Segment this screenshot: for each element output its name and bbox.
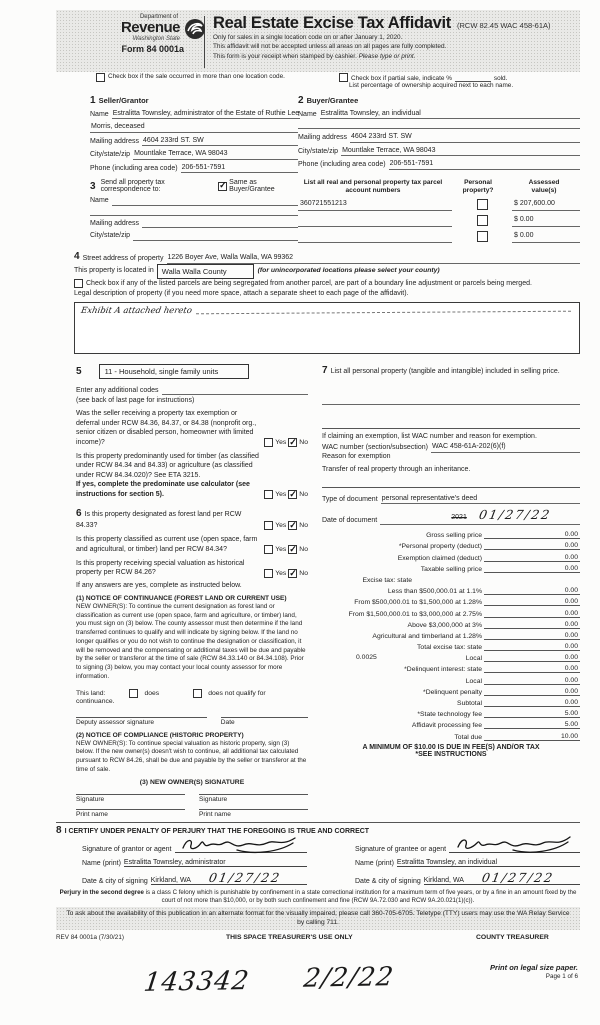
personal-property-checkbox[interactable] [477,231,488,242]
dept-of-label: Department of [139,14,178,20]
q1-no-checkbox[interactable] [288,438,297,447]
historical-question: Is this property receiving special valuation as historical property per RCW 84.26? [76,559,245,577]
notice-continuance-body: NEW OWNER(S): To continue the current designation as forest land or classification as current use (open space, farm and agriculture, or timber) land, you must sign on (3) below. The county assessor must then determine if the land transferred continues to qualify and will indicate by signing below. If the land no longer qualifies or you do not wish to continue the designation or classification, it will be removed and the compensating or additional taxes will be due and payable by the seller or transferor at the time of sale (RCW 84.33.140 or 84.34.108). Prior to signing (3) below, you may contact your local county assessor for more information. [76,602,306,680]
grantee-date-city-field[interactable]: Kirkland, WA 01/27/22 [424,871,580,885]
notice-continuance-heading: (1) NOTICE OF CONTINUANCE (FOREST LAND OR CURRENT USE) [76,594,287,602]
treasurer-stamp-area [56,955,580,1025]
certify-statement: I CERTIFY UNDER PENALTY OF PERJURY THAT THE FOREGOING IS TRUE AND CORRECT [64,827,370,835]
grantor-signature-icon [179,834,299,856]
revenue-wordmark: Revenue [120,19,180,36]
receipt-number-handwritten: 143342 [142,965,252,998]
seller-heading: Seller/Grantor [98,96,149,105]
form-header [56,10,580,72]
personal-property-field-1[interactable] [322,395,580,405]
grantee-signature-field[interactable] [449,838,580,853]
seller-name-field[interactable]: Estralitta Townsley, administrator of the Estate of Ruthie Lee [112,109,301,119]
legal-description-value: Exhibit A attached hereto [80,305,193,316]
continuance-label: continuance. [76,697,115,705]
section-3-number: 3 [90,180,96,192]
tax-value-field[interactable]: 0.00 [538,677,580,685]
seller-grantor-section: 1 Seller/Grantor Name Estralitta Townsley, administrator of the Estate of Ruthie Lee Morris, deceased Mailing address 4604 233rd ST. SW City/state/zip Mountlake Terrace, WA 98043 Phone (including area code) 206-551-7591 [90,95,300,172]
same-as-buyer-checkbox[interactable] [218,182,227,191]
personal-property-section [322,364,580,378]
q2-yes-checkbox[interactable] [264,490,273,499]
parcel-row [298,231,580,243]
document-date-field[interactable]: 2021 01/27/22 [380,507,580,525]
notice-compliance-body: NEW OWNER(S): To continue special valuation as historic property, sign (3) below. If the new owner(s) doesn't wish to continue, all additional tax calculated pursuant to RCW 84.26, shall be due and payable by the seller or transferor at the time of sale. [76,739,307,773]
dor-swirl-logo-icon [184,18,206,45]
segregated-checkbox[interactable] [74,279,83,288]
certification-section: 8 I CERTIFY UNDER PENALTY OF PERJURY THAT THE FOREGOING IS TRUE AND CORRECT Signature of grantor or agent Name (print) Estralitta Townsley, administrator Date & city of signing Kirkland, WA 01/27/22 Signature of grantee or agent Name (print) Estralitta Townsley, an individual Date & city of signing Kirkland, WA 01/27/22 [56,822,580,885]
tax-value-field[interactable]: 0.00 [538,598,580,606]
partial-sale-sold-label: sold. [493,75,508,82]
county-select[interactable]: Walla Walla County [157,264,254,279]
buyer-heading: Buyer/Grantee [306,96,359,105]
form-number: Form 84 0001a [121,44,184,54]
multi-location-checkbox[interactable] [96,73,105,82]
does-checkbox[interactable] [129,689,138,698]
form-title-rcw: (RCW 82.45 WAC 458-61A) [457,21,551,30]
tax-value-field[interactable]: 0.00 [538,610,580,618]
personal-property-checkbox[interactable] [477,199,488,210]
county-note: (for unincorporated locations please select your county) [257,267,440,275]
correspondence-city-field[interactable] [133,240,298,241]
tax-value-field[interactable]: 0.00 [538,565,580,573]
multi-location-label: Check box if the sale occurred in more than one location code. [108,73,285,80]
tax-value-field[interactable]: 0.00 [538,542,580,550]
header-note-2: This affidavit will not be accepted unless all areas on all pages are fully completed. [213,43,447,51]
this-land-label: This land: [76,689,106,697]
segregated-label: Check box if any of the listed parcels are being segregated from another parcel, are part of a boundary line adjustment or parcels being merged. [86,279,532,287]
reason-exemption-label: Reason for exemption [322,452,391,460]
if-yes-note: If any answers are yes, complete as instructed below. [76,581,242,589]
historical-yes-checkbox[interactable] [264,569,273,578]
seller-city-field[interactable]: Mountlake Terrace, WA 98043 [133,149,298,159]
located-in-label: This property is located in [74,266,154,274]
partial-sale-checkbox[interactable] [339,73,348,82]
seller-phone-field[interactable]: 206-551-7591 [181,163,298,173]
parcel-col1-header: List all real and personal property tax parcel account numbers [303,179,443,195]
washington-state-label: Washington State [132,36,180,42]
dor-logo-block [74,14,202,70]
parcel-number-field[interactable]: 360721551213 [298,200,452,211]
print-legal-note: Print on legal size paper. [490,962,578,972]
buyer-phone-field[interactable]: 206-551-7591 [389,159,580,169]
tax-value-field[interactable]: 0.00 [538,688,580,696]
grantee-date-handwritten: 01/27/22 [480,869,556,885]
timber-agriculture-question: Is this property predominantly used for timber (as classified under RCW 84.34 and 84.33) or agriculture (as classified under RCW 84.34.020)? See ETA 3215. If yes, complete the predominate use calculator (see instructions for section 5). [76,452,259,498]
current-use-question: Is this property classified as current use (open space, farm and agricultural, or timber) land per RCW 84.34? [76,536,258,553]
treasurer-space-label: THIS SPACE TREASURER'S USE ONLY [226,933,353,941]
personal-property-checkbox[interactable] [477,215,488,226]
exemption-note: If claiming an exemption, list WAC number and reason for exemption. [322,433,537,441]
assessed-value-field[interactable]: $ 0.00 [512,232,580,243]
header-note-3: This form is your receipt when stamped by cashier. Please type or print. [213,52,416,60]
section-2-number: 2 [298,95,304,106]
forest-land-question: 6 Is this property designated as forest land per RCW 84.33? [76,508,242,529]
correspondence-label: Send all property tax correspondence to: [100,179,165,194]
parcel-col2-header: Personal property? [462,179,494,195]
wac-number-field[interactable]: WAC 458-61A-202(6)(f) [431,442,580,452]
parcel-number-field[interactable] [298,232,452,243]
property-use-section [76,364,308,379]
personal-property-label: List all personal property (tangible and intangible) included in selling price. [330,367,560,375]
assessed-value-field[interactable]: $ 0.00 [512,216,580,227]
historical-no-checkbox[interactable] [288,569,297,578]
county-treasurer-label: COUNTY TREASURER [476,933,549,941]
rev-number: REV 84 0001a (7/30/21) [56,933,124,941]
partial-sale-label: Check box if partial sale, indicate % [351,75,452,82]
new-owner-printname-field-1[interactable]: Print name [76,809,185,818]
tax-value-field[interactable]: 0.00 [538,587,580,595]
see-back-note: (see back of last page for instructions) [76,397,195,405]
forest-no-checkbox[interactable] [288,521,297,530]
exemption-deferral-question: Was the seller receiving a property tax exemption or deferral under RCW 84.36, 84.37, or 84.38 (nonprofit org., senior citizen or disabled person, homeowner with limited income)? [76,410,257,446]
tax-value-field[interactable]: 0.00 [538,654,580,662]
strike-line [196,310,571,314]
accessibility-notice: To ask about the availability of this publication in an alternate format for the visually impaired, please call 360-705-6705. Teletype (TTY) users may use the WA Relay Service by calling 711. [56,907,580,929]
tax-value-field[interactable]: 5.00 [538,710,580,718]
new-owner-signature-field-2[interactable]: Signature [199,794,308,803]
section-7-number: 7 [322,364,328,376]
deputy-date-field[interactable]: Date [221,717,308,726]
minimum-fee-note: A MINIMUM OF $10.00 IS DUE IN FEE(S) AND/OR TAX [362,743,540,751]
buyer-name-field-line2[interactable] [298,119,580,129]
new-owners-signature-heading: (3) NEW OWNER(S) SIGNATURE [139,778,245,786]
tax-value-field[interactable]: 5.00 [538,721,580,729]
date-stamp-handwritten: 2/2/22 [302,961,396,994]
section-5-number: 5 [76,365,82,377]
affidavit-page: Department of Revenue Washington State Form 84 0001a Real Estate Excise Tax Affidavit (RCW 82.45 WAC 458-61A) Only for sales in a single location code on or after January 1, 2020. This affidavit will not be accepted unless all areas on all pages are fully completed. This form is your receipt when stamped by cashier. Please type or print. Check box if the sale occurred in more than one location code. Check box if partial sale, indicate % sold. List percentage of ownership acquired next to each name. 1 Seller/Grantor Name Estralitta Townsley, administrator of the Estate of Ruthie Lee Morris, deceased Mailing address 4604 233rd ST. SW City/state/zip Mountlake Terrace, WA 98043 Phone (including area code) 206-551-7591 2 Buyer/Grantee Name Estralitta Townsley, an individual Mailing address 4604 233rd ST. SW City/state/zip Mountlake Terrace, WA 98043 Phone (including area code) 206-551-7591 3 Send all property tax correspondence to: ✓ Same as Buyer/Grantee Name Mailing address City/state/zip List all real and personal property tax parcel account numbers Personal property? Assessed value(s) 360721551213 $ 207,600.00 $ 0.00 $ 0.00 4 Street address of property 1226 Boyer Ave, Walla Walla, WA 99362 This property is located in Walla Walla County (for unincorporated locations please select your county) Check box if any of the listed parcels are being segregated from another parcel, are part of a boundary line adjustment or parcels being merged. Legal description of property (if you need more space, attach a separate sheet to each page of the affidavit). Exhibit A attached hereto 5 11 - Household, single family units Enter any additional codes (see back of last page for instructions) Was the seller receiving a property tax exemption or deferral under RCW 84.36, 84.37, or 84.38 (nonprofit org., senior citizen or disabled person, homeowner with limited income)? Yes ✓ No Is this property predominantly used for timber (as classified under RCW 84.34 and 84.33) or agriculture (as classified under RCW 84.34.020)? See ETA 3215. If yes, complete the predominate use calculator (see instructions for section 5). Yes ✓ No 6 Is this property designated as forest land per RCW 84.33? Yes ✓ No Is this property classified as current use (open space, farm and agricultural, or timber) land per RCW 84.34? Yes ✓ No Is this property receiving special valuation as historical property per RCW 84.26? Yes ✓ No If any answers are yes, complete as instructed below. (1) NOTICE OF CONTINUANCE (FOREST LAND OR CURRENT USE) NEW OWNER(S): To continue the current designation as forest land or classification as current use (open space, farm and agriculture, or timber) land, you must sign on (3) below. The county assessor must then determine if the land transferred continues to qualify and will indicate by signing below. If the land no longer qualifies or you do not wish to continue the designation or classification, it will be removed and the compensating or additional taxes will be due and payable by the seller or transferor at the time of sale (RCW 84.33.140 or 84.34.108). Prior to signing (3) below, you may contact your local county assessor for more information. This land: does does not qualify for continuance. Deputy assessor signature Date (2) NOTICE OF COMPLIANCE (HISTORIC PROPERTY) NEW OWNER(S): To continue special valuation as historic property, sign (3) below. If the new owner(s) doesn't wish to continue, all additional tax calculated pursuant to RCW 84.26, shall be due and payable by the seller or transferor at the time of sale. (3) NEW OWNER(S) SIGNATURE Signature Signature Print name Print name 7 List all personal property (tangible and intangible) included in selling price. If claiming an exemption, list WAC number and reason for exemption. WAC number (section/subsection) WAC 458-61A-202(6)(f) Reason for exemption Transfer of real property through an inheritance. Type of document personal representative's deed Date of document 2021 01/27/22 Gross selling price 0.00 *Personal property (deduct) 0.00 Exemption claimed (deduct) 0.00 Taxable selling price 0.00 Excise tax: state Less than $500,000.01 at 1.1% 0.00 From $500,000.01 to $1,500,000 at 1.28% 0.00 From $1,500,000.01 to $3,000,000 at 2.75% 0.00 Above $3,000,000 at 3% 0.00 Agricultural and timberland at 1.28% 0.00 Total excise tax: state 0.00 0.0025 Local 0.00 *Delinquent interest: state 0.00 Local 0.00 *Delinquent penalty 0.00 Subtotal 0.00 *State technology fee 5.00 Affidavit processing fee 5.00 Total due 10.00 A MINIMUM OF $10.00 IS DUE IN FEE(S) AND/OR TAX *SEE INSTRUCTIONS 8 I CERTIFY UNDER PENALTY OF PERJURY THAT THE FOREGOING IS TRUE AND CORRECT Signature of grantor or agent Name (print) Estralitta Townsley, administrator Date & city of signing Kirkland, WA 01/27/22 Signature of grantee or agent Name (print) Estralitta Townsley, an individual Date & city of signing Kirkland, WA 01/27/22 Perjury in the second degree is a class C felony which is punishable by confinement in a state correctional institution for a maximum term of five years, or by a fine in an amount fixed by the court of not more than $10,000, or by both such confinement and fine (RCW 9A.72.030 and RCW 9A.20.021(1)(c)). To ask about the availability of this publication in an alternate format for the visually impaired, please call 360-705-6705. Teletype (TTY) users may use the WA Relay Service by calling 711. REV 84 0001a (7/30/21) THIS SPACE TREASURER'S USE ONLY COUNTY TREASURER 143342 2/2/22 Print on legal size paper. Page 1 of 6 [0,0,600,778]
street-address-field[interactable]: 1226 Boyer Ave, Walla Walla, WA 99362 [167,253,581,263]
tax-value-field[interactable]: 0.00 [538,643,580,651]
form-title: Real Estate Excise Tax Affidavit [213,14,452,32]
buyer-name-field[interactable]: Estralitta Townsley, an individual [320,109,580,119]
new-owner-signature-field-1[interactable]: Signature [76,794,185,803]
reason-exemption-value: Transfer of real property through an inheritance. [322,465,471,473]
notice-compliance-heading: (2) NOTICE OF COMPLIANCE (HISTORIC PROPERTY) [76,731,244,739]
correspondence-name-field-line2[interactable] [90,206,298,216]
legal-description-box[interactable] [74,302,580,354]
see-instructions-note: *SEE INSTRUCTIONS [415,750,487,758]
grantor-name-field[interactable]: Estralitta Townsley, administrator [124,857,307,867]
current-use-no-checkbox[interactable] [288,545,297,554]
parcel-col3-header: Assessed value(s) [528,179,560,195]
parcel-number-field[interactable] [298,216,452,227]
section-8-number: 8 [56,824,62,836]
current-use-yes-checkbox[interactable] [264,545,273,554]
buyer-address-field[interactable]: 4604 233rd ST. SW [350,132,580,142]
section-4-number: 4 [74,251,80,262]
q1-yes-checkbox[interactable] [264,438,273,447]
grantor-date-city-field[interactable]: Kirkland, WA 01/27/22 [151,871,307,885]
personal-property-field-2[interactable] [322,419,580,429]
parcel-table [298,179,580,243]
property-location-section: 4 Street address of property 1226 Boyer Ave, Walla Walla, WA 99362 This property is located in Walla Walla County (for unincorporated locations please select your county) Check box if any of the listed parcels are being segregated from another parcel, are part of a boundary line adjustment or parcels being merged. Legal description of property (if you need more space, attach a separate sheet to each page of the affidavit). [56,250,580,300]
tax-value-field[interactable]: 0.00 [538,699,580,707]
assessed-value-field[interactable]: $ 207,600.00 [512,200,580,211]
deputy-assessor-signature-field[interactable]: Deputy assessor signature [76,717,207,726]
grantor-date-handwritten: 01/27/22 [207,869,283,885]
land-use-code-field[interactable]: 11 - Household, single family units [99,364,250,379]
tax-value-field[interactable]: 0.00 [538,621,580,629]
buyer-city-field[interactable]: Mountlake Terrace, WA 98043 [341,146,580,156]
does-not-checkbox[interactable] [193,689,202,698]
buyer-grantee-section: 2 Buyer/Grantee Name Estralitta Townsley, an individual Mailing address 4604 233rd ST. SW City/state/zip Mountlake Terrace, WA 98043 Phone (including area code) 206-551-7591 [298,93,580,173]
seller-name-field-line2[interactable]: Morris, deceased [90,122,298,132]
grantee-name-field[interactable]: Estralitta Townsley, an individual [397,857,580,867]
grantor-signature-field[interactable] [175,838,307,853]
seller-address-field[interactable]: 4604 233rd ST. SW [142,136,298,146]
ownership-pct-note: List percentage of ownership acquired next to each name. [349,82,514,89]
document-date-handwritten: 01/27/22 [477,507,553,523]
same-as-buyer-label: Same as Buyer/Grantee [229,179,275,194]
parcel-row [298,199,580,211]
q2-no-checkbox[interactable] [288,490,297,499]
correspondence-name-field[interactable] [112,205,298,206]
tax-value-field[interactable]: 10.00 [538,733,580,741]
additional-codes-field[interactable] [162,394,309,395]
section-divider [322,487,580,488]
tax-value-field[interactable]: 0.00 [538,632,580,640]
legal-description-label: Legal description of property (if you need more space, attach a separate sheet to each page of the affidavit). [74,290,409,298]
header-note-1: Only for sales in a single location code on or after January 1, 2020. [213,34,403,41]
local-rate-value: 0.0025 [356,654,377,662]
tax-value-field[interactable]: 0.00 [538,531,580,539]
correspondence-address-field[interactable] [142,227,298,228]
excise-tax-table: Gross selling price 0.00 *Personal property (deduct) 0.00 Exemption claimed (deduct) 0.00 Taxable selling price 0.00 Excise tax: state Less than $500,000.01 at 1.1% 0.00 From $500,000.01 to $1,500,000 at 1.28% 0.00 From $1,500,000.01 to $3,000,000 at 2.75% 0.00 Above $3,000,000 at 3% 0.00 Agricultural and timberland at 1.28% 0.00 Total excise tax: state 0.00 0.0025 Local 0.00 *Delinquent interest: state 0.00 Local 0.00 *Delinquent penalty 0.00 Subtotal 0.00 *State technology fee 5.00 Affidavit processing fee 5.00 Total due 10.00 [348,531,578,741]
page-indicator: Page 1 of 6 [545,972,578,980]
section-1-number: 1 [90,95,96,106]
parcel-row [298,215,580,227]
tax-correspondence-section: 3 Send all property tax correspondence to: ✓ Same as Buyer/Grantee Name Mailing address City/state/zip [56,179,298,243]
tax-value-field[interactable]: 0.00 [538,554,580,562]
grantee-signature-icon [453,834,573,856]
document-type-field[interactable]: personal representative's deed [381,494,580,504]
forest-yes-checkbox[interactable] [264,521,273,530]
perjury-notice: Perjury in the second degree is a class C felony which is punishable by confinement in a state correctional institution for a maximum term of five years, or by a fine in an amount fixed by the court of not more than $10,000, or by both such confinement and fine (RCW 9A.72.030 and RCW 9A.20.021(1)(c)). [59,888,577,904]
new-owner-printname-field-2[interactable]: Print name [199,809,308,818]
tax-value-field[interactable]: 0.00 [538,665,580,673]
